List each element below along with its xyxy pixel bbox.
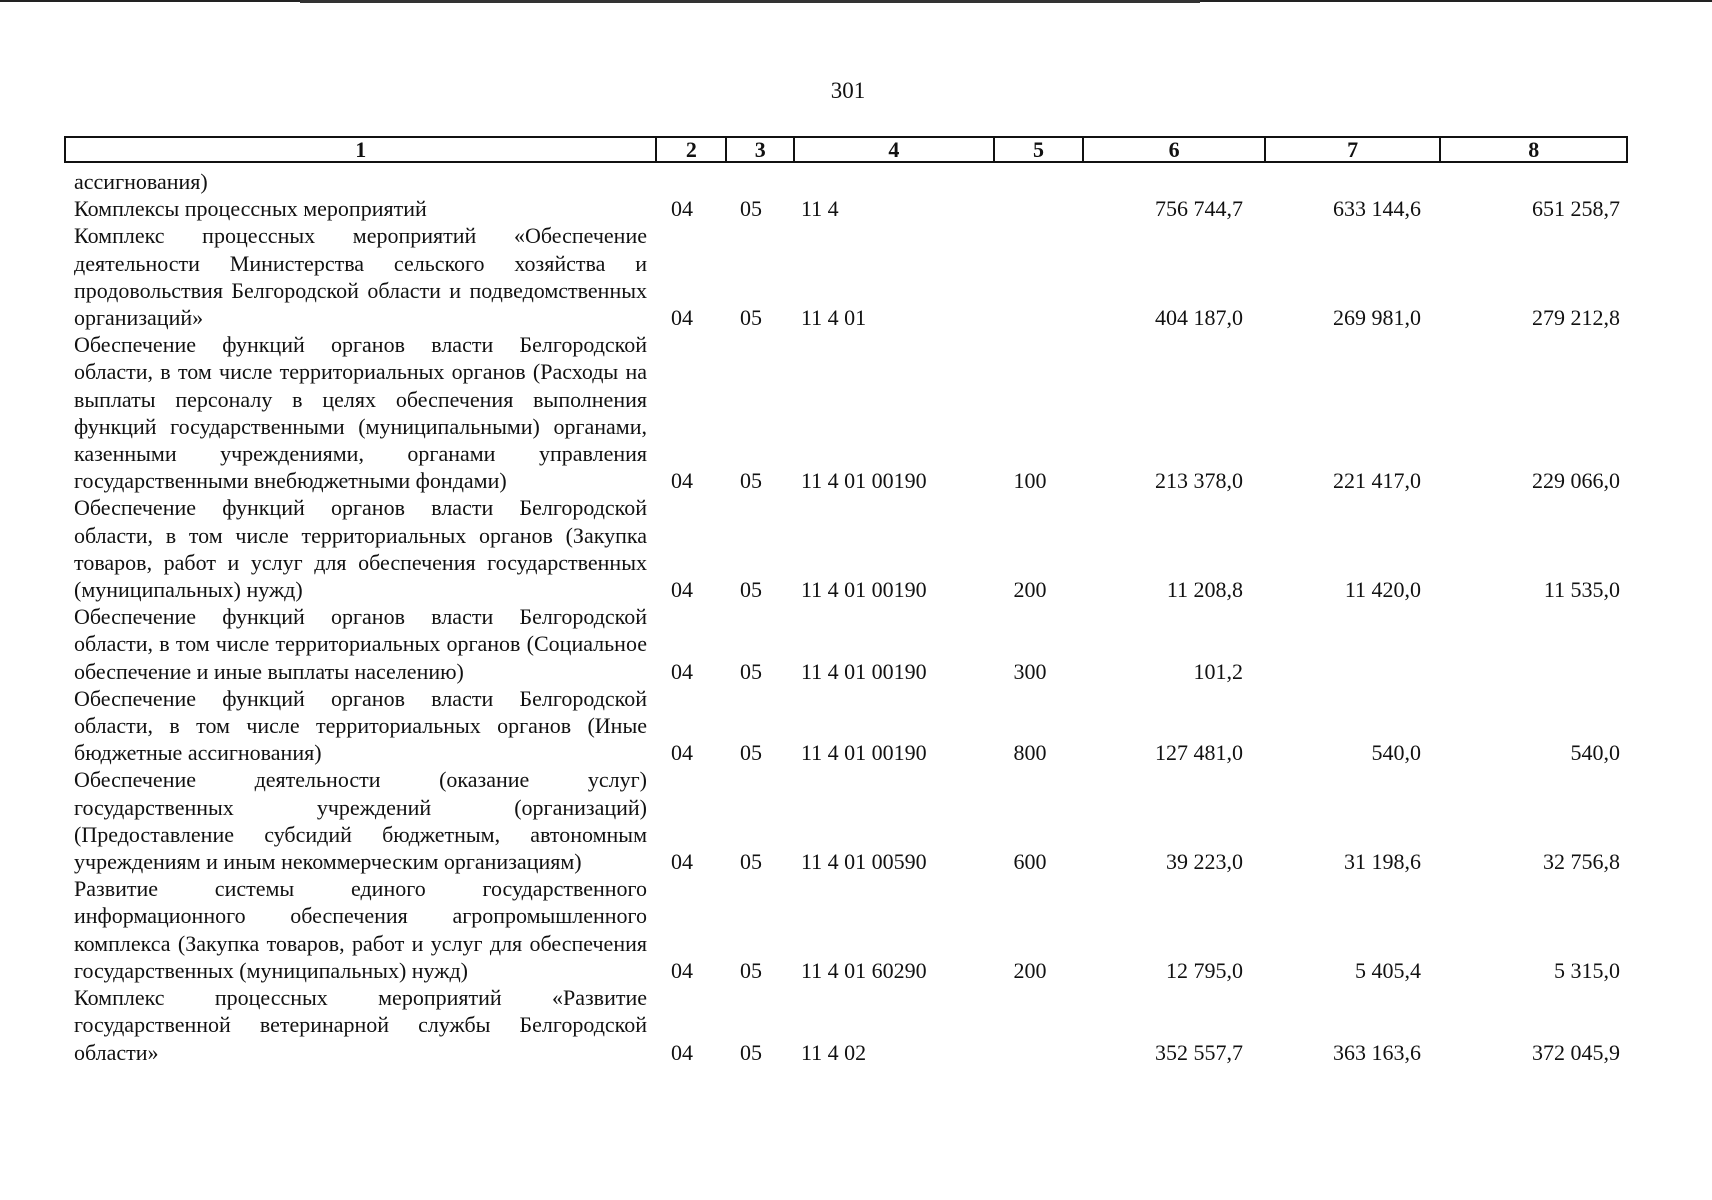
- cell-section: 04: [671, 196, 693, 222]
- cell-amount-col7: 221 417,0: [1333, 468, 1421, 494]
- cell-target-article: 11 4 01 00190: [801, 658, 927, 684]
- cell-target-article: 11 4 01 60290: [801, 957, 927, 983]
- cell-subsection: 05: [740, 658, 762, 684]
- table-row: [64, 685, 1628, 767]
- header-col-4: 4: [795, 138, 994, 161]
- cell-target-article: 11 4 01 00590: [801, 849, 927, 875]
- header-col-3: 3: [727, 138, 795, 161]
- cell-expense-type: 600: [1013, 849, 1047, 875]
- header-col-6: 6: [1084, 138, 1266, 161]
- cell-amount-col7: 269 981,0: [1333, 305, 1421, 331]
- cell-amount-col6: 404 187,0: [1155, 305, 1243, 331]
- cell-expense-type: 100: [1013, 468, 1047, 494]
- cell-amount-col6: 127 481,0: [1155, 740, 1243, 766]
- cell-amount-col8: 11 535,0: [1543, 577, 1620, 603]
- cell-expense-type: 200: [1013, 577, 1047, 603]
- table-row: [64, 494, 1628, 603]
- cell-section: 04: [671, 957, 693, 983]
- row-description: Развитие системы единого государственного информационного обеспечения агропромышленного комплекса (Закупка товаров, работ и услуг для обеспечения государственных (муниципальных) нужд): [74, 876, 647, 983]
- table-row: [64, 195, 1628, 222]
- table-row: [64, 984, 1628, 1066]
- cell-amount-col8: 5 315,0: [1554, 957, 1620, 983]
- cell-expense-type: 300: [1013, 658, 1047, 684]
- cell-amount-col8: 651 258,7: [1532, 196, 1620, 222]
- cell-amount-col8: 279 212,8: [1532, 305, 1620, 331]
- cell-target-article: 11 4: [801, 196, 839, 222]
- cell-subsection: 05: [740, 957, 762, 983]
- cell-subsection: 05: [740, 468, 762, 494]
- cell-amount-col7: 633 144,6: [1333, 196, 1421, 222]
- table-row: [64, 168, 1628, 195]
- cell-amount-col8: 372 045,9: [1532, 1039, 1620, 1065]
- cell-target-article: 11 4 02: [801, 1039, 867, 1065]
- cell-target-article: 11 4 01: [801, 305, 867, 331]
- table-row: [64, 875, 1628, 984]
- table-row: [64, 603, 1628, 685]
- table-row: [64, 331, 1628, 494]
- cell-target-article: 11 4 01 00190: [801, 468, 927, 494]
- cell-section: 04: [671, 1039, 693, 1065]
- row-description: Обеспечение деятельности (оказание услуг) государственных учреждений (организаций) (Предоставление субсидий бюджетным, автономным учреждениям и иным некоммерческим организациям): [74, 767, 647, 875]
- header-col-7: 7: [1266, 138, 1442, 161]
- row-description: Обеспечение функций органов власти Белгородской области, в том числе территориальных органов (Социальное обеспечение и иные выплаты населению): [74, 604, 647, 684]
- cell-target-article: 11 4 01 00190: [801, 740, 927, 766]
- row-description: Обеспечение функций органов власти Белгородской области, в том числе территориальных органов (Иные бюджетные ассигнования): [74, 685, 647, 766]
- cell-amount-col7: 363 163,6: [1333, 1039, 1421, 1065]
- cell-amount-col8: 32 756,8: [1543, 849, 1620, 875]
- cell-expense-type: 200: [1013, 957, 1047, 983]
- cell-amount-col6: 756 744,7: [1155, 196, 1243, 222]
- cell-section: 04: [671, 468, 693, 494]
- cell-amount-col6: 39 223,0: [1166, 849, 1243, 875]
- header-col-8: 8: [1528, 137, 1540, 162]
- table-row: [64, 222, 1628, 331]
- cell-amount-col8: 540,0: [1570, 740, 1620, 766]
- cell-section: 04: [671, 658, 693, 684]
- cell-subsection: 05: [740, 849, 762, 875]
- cell-subsection: 05: [740, 1039, 762, 1065]
- cell-amount-col6: 12 795,0: [1166, 957, 1243, 983]
- page-number: [0, 78, 1712, 104]
- table-row: [64, 766, 1628, 875]
- cell-target-article: 11 4 01 00190: [801, 577, 927, 603]
- cell-section: 04: [671, 849, 693, 875]
- cell-amount-col7: 540,0: [1371, 740, 1421, 766]
- cell-section: 04: [671, 577, 693, 603]
- cell-amount-col7: 31 198,6: [1344, 849, 1421, 875]
- row-description: Обеспечение функций органов власти Белгородской области, в том числе территориальных органов (Закупка товаров, работ и услуг для обеспечения государственных (муниципальных) нужд): [74, 495, 647, 603]
- cell-subsection: 05: [740, 740, 762, 766]
- cell-amount-col7: 11 420,0: [1344, 577, 1421, 603]
- header-col-2: 2: [657, 138, 727, 161]
- table-body: [64, 168, 1628, 1066]
- header-col-5: 5: [995, 138, 1085, 161]
- row-description: Комплексы процессных мероприятий: [74, 196, 427, 222]
- row-description: ассигнования): [74, 169, 208, 194]
- row-description: Обеспечение функций органов власти Белгородской области, в том числе территориальных органов (Расходы на выплаты персоналу в целях обеспечения выполнения функций государственными (муниципальными) органами, казенными учреждениями, органами управления государственными внебюджетными фондами): [74, 332, 647, 494]
- cell-amount-col6: 11 208,8: [1166, 577, 1243, 603]
- scan-edge-line-dark: [300, 0, 1200, 3]
- cell-amount-col6: 213 378,0: [1155, 468, 1243, 494]
- cell-expense-type: 800: [1013, 740, 1047, 766]
- table-header-row: [64, 136, 1628, 163]
- cell-amount-col6: 352 557,7: [1155, 1039, 1243, 1065]
- cell-amount-col6: 101,2: [1193, 658, 1243, 684]
- header-col-1: 1: [66, 138, 657, 161]
- cell-subsection: 05: [740, 577, 762, 603]
- row-description: Комплекс процессных мероприятий «Развитие государственной ветеринарной службы Белгородской области»: [74, 985, 647, 1065]
- cell-section: 04: [671, 305, 693, 331]
- cell-section: 04: [671, 740, 693, 766]
- cell-amount-col7: 5 405,4: [1355, 957, 1421, 983]
- page-number-text: 301: [830, 78, 866, 103]
- row-description: Комплекс процессных мероприятий «Обеспечение деятельности Министерства сельского хозяйства и продовольствия Белгородской области и подведомственных организаций»: [74, 223, 647, 331]
- cell-subsection: 05: [740, 305, 762, 331]
- cell-subsection: 05: [740, 196, 762, 222]
- cell-amount-col8: 229 066,0: [1532, 468, 1620, 494]
